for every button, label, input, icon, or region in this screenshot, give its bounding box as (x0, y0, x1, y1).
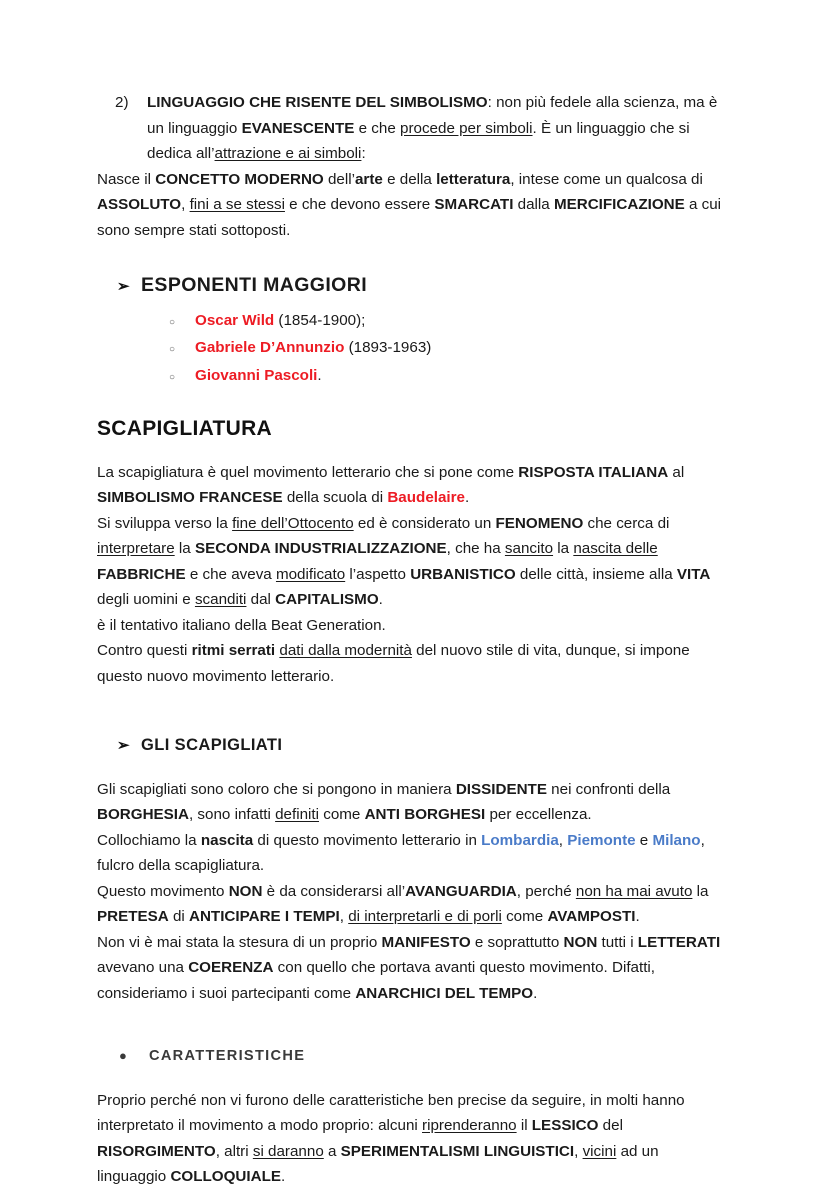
exponent-dates: (1854-1900); (274, 311, 366, 329)
exponent-dates: (1893-1963) (344, 339, 432, 356)
exponent-name: Gabriele D’Annunzio (195, 339, 345, 356)
intro-paragraph: Nasce il CONCETTO MODERNO dell’arte e della letteratura, intese come un qualcosa di ASSOLUTO, fini a se stessi e che devono essere SMARCATI dalla MERCIFICAZIONE a cui sono sempre stati sottoposti. (97, 170, 722, 239)
hollow-circle-bullet-icon: ○ (169, 371, 176, 383)
caratteristiche-paragraphs (97, 1088, 728, 1190)
arrow-bullet-icon: ➢ (117, 278, 130, 295)
list-item-text (195, 335, 431, 361)
heading-label: ESPONENTI MAGGIORI (141, 274, 368, 296)
heading-label: CARATTERISTICHE (149, 1048, 306, 1064)
heading-label: GLI SCAPIGLIATI (141, 736, 283, 754)
paragraph: Si sviluppa verso la fine dell’Ottocento ed è considerato un FENOMENO che cerca di interpretare la SECONDA INDUSTRIALIZZAZIONE, che ha sancito la nascita delle FABBRICHE e che aveva modificato l’aspetto URBANISTICO delle città, insieme alla VITA degli uomini e scanditi dal CAPITALISMO. (97, 514, 711, 608)
paragraph: La scapigliatura è quel movimento letterario che si pone come RISPOSTA ITALIANA al SIMBOLISMO FRANCESE della scuola di Baudelaire. (97, 463, 685, 506)
gli-scapigliati-paragraphs (97, 777, 728, 1007)
section-title-scapigliatura: SCAPIGLIATURA (97, 417, 273, 440)
hollow-circle-bullet-icon: ○ (169, 344, 176, 355)
numbered-list-item-2 (97, 90, 728, 167)
document-body (97, 90, 728, 1190)
exponent-name: Giovanni Pascoli (195, 366, 318, 384)
heading-caratteristiche (97, 1044, 728, 1070)
filled-bullet-icon: ● (119, 1048, 129, 1063)
paragraph: Proprio perché non vi furono delle caratteristiche ben precise da seguire, in molti hanno interpretato il movimento a modo proprio: alcuni riprenderanno il LESSICO del RISORGIMENTO, altri si daranno a SPERIMENTALISMI LINGUISTICI, vicini ad un linguaggio COLLOQUIALE. (97, 1091, 685, 1185)
paragraph: è il tentativo italiano della Beat Generation. (97, 616, 386, 634)
list-number-marker: 2) (115, 94, 129, 111)
hollow-circle-bullet-icon: ○ (169, 316, 176, 328)
paragraph: Contro questi ritmi serrati dati dalla modernità del nuovo stile di vita, dunque, si impone questo nuovo movimento letterario. (97, 642, 690, 685)
exponent-dates: . (317, 366, 322, 384)
scapigliatura-paragraphs (97, 460, 728, 690)
list-item-text (195, 308, 365, 334)
exponent-name: Oscar Wild (195, 311, 275, 329)
list-item (97, 363, 728, 391)
heading-gli-scapigliati (97, 733, 728, 759)
numbered-item-text: LINGUAGGIO CHE RISENTE DEL SIMBOLISMO: non più fedele alla scienza, ma è un linguaggio EVANESCENTE e che procede per simboli. È un linguaggio che si dedica all’attrazione e ai simboli: (147, 94, 718, 162)
list-item-text (195, 363, 322, 389)
paragraph: Questo movimento NON è da considerarsi all’AVANGUARDIA, perché non ha mai avuto la PRETESA di ANTICIPARE I TEMPI, di interpretarli e di porli come AVAMPOSTI. (97, 882, 709, 925)
paragraph: Non vi è mai stata la stesura di un proprio MANIFESTO e soprattutto NON tutti i LETTERATI avevano una COERENZA con quello che portava avanti questo movimento. Difatti, consideriamo i suoi partecipanti come ANARCHICI DEL TEMPO. (97, 933, 721, 1002)
paragraph: Gli scapigliati sono coloro che si pongono in maniera DISSIDENTE nei confronti della BORGHESIA, sono infatti definiti come ANTI BORGHESI per eccellenza. (97, 780, 671, 823)
list-item (97, 308, 728, 336)
esponenti-list (97, 308, 728, 391)
arrow-bullet-icon: ➢ (117, 737, 130, 754)
heading-esponenti-maggiori (97, 273, 728, 300)
list-item (97, 335, 728, 363)
paragraph: Collochiamo la nascita di questo movimento letterario in Lombardia, Piemonte e Milano, fulcro della scapigliatura. (97, 831, 705, 874)
